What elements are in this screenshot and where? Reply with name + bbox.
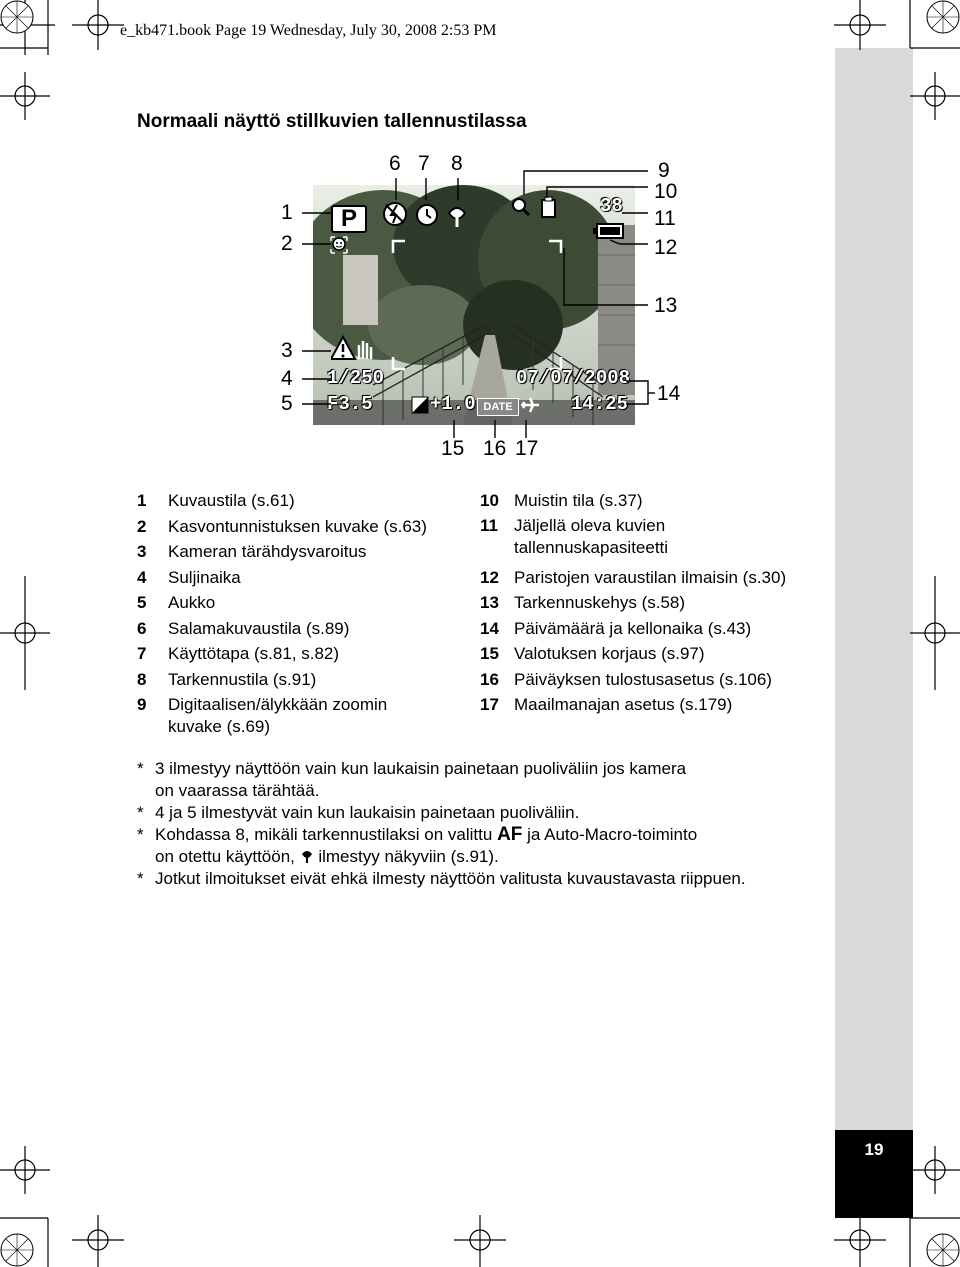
legend-item: 4 Suljinaika [137,567,241,587]
page-title: Normaali näyttö stillkuvien tallennustilassa [137,111,527,132]
notes [137,758,827,890]
exposure-comp-value: +1.0 [430,393,476,415]
date-display: 07/07/2008 [516,367,631,389]
legend-item: 5 Aukko [137,593,216,612]
note-item: on vaarassa tärähtää. [155,781,320,800]
callout-8: 8 [451,152,463,175]
macro-flower-icon [300,849,314,863]
shutter-speed: 1/250 [327,367,385,389]
callout-3: 3 [281,339,293,362]
legend-item: 17 Maailmanajan asetus (s.179) [480,695,733,714]
page-number: 19 [835,1130,913,1218]
legend-item: 8 Tarkennustila (s.91) [137,669,317,689]
mode-icon: P [331,205,367,233]
aperture-value: F3.5 [327,393,373,415]
legend-item: 14 Päivämäärä ja kellonaika (s.43) [480,618,752,638]
legend-left [137,488,467,738]
callout-14: 14 [657,382,681,405]
book-header: e_kb471.book Page 19 Wednesday, July 30, 2008 2:53 PM [120,22,497,39]
legend-item: 16 Päiväyksen tulostusasetus (s.106) [480,669,772,689]
legend-item: 13 Tarkennuskehys (s.58) [480,593,686,612]
legend-item: 12 Paristojen varaustilan ilmaisin (s.30) [480,567,787,587]
shots-remaining: 38 [600,195,623,217]
callout-6: 6 [389,152,401,175]
callout-7: 7 [418,152,430,175]
note-item: * 3 ilmestyy näyttöön vain kun laukaisin painetaan puoliväliin jos kamera [137,759,687,778]
note-item: * 4 ja 5 ilmestyvät vain kun laukaisin painetaan puoliväliin. [137,803,580,822]
legend-item: 7 Käyttötapa (s.81, s.82) [137,644,340,663]
callout-4: 4 [281,367,293,390]
date-imprint-badge: DATE [477,398,519,416]
legend-item: 11 Jäljellä oleva kuvien tallennuskapasiteetti [480,515,669,557]
callout-11: 11 [654,207,676,230]
callout-10: 10 [654,180,678,203]
callout-17: 17 [515,437,539,460]
callout-1: 1 [281,201,293,224]
callout-13: 13 [654,294,678,317]
note-item: on otettu käyttöön, ilmestyy näkyviin (s.91). [155,847,499,866]
legend-item: 2 Kasvontunnistuksen kuvake (s.63) [137,516,427,536]
callout-9: 9 [658,159,670,182]
legend-item: 1 Kuvaustila (s.61) [137,491,295,510]
legend-item: 15 Valotuksen korjaus (s.97) [480,644,705,663]
legend-item: 6 Salamakuvaustila (s.89) [137,618,350,638]
legend-item: 3 Kameran tärähdysvaroitus [137,542,367,561]
note-item: * Jotkut ilmoitukset eivät ehkä ilmesty näyttöön valitusta kuvaustavasta riippuen. [137,869,746,888]
callout-5: 5 [281,392,293,415]
callout-2: 2 [281,232,293,255]
legend-item: 10 Muistin tila (s.37) [480,491,643,510]
note-item: * Kohdassa 8, mikäli tarkennustilaksi on valittu AF ja Auto-Macro-toiminto [137,824,698,845]
time-display: 14:25 [571,393,629,415]
callout-15: 15 [441,437,465,460]
callout-16: 16 [483,437,507,460]
legend-item: 9 Digitaalisen/älykkään zoomin kuvake (s.69) [137,695,388,736]
legend-right [480,488,830,718]
af-mark: AF [497,824,523,845]
callout-12: 12 [654,236,678,259]
